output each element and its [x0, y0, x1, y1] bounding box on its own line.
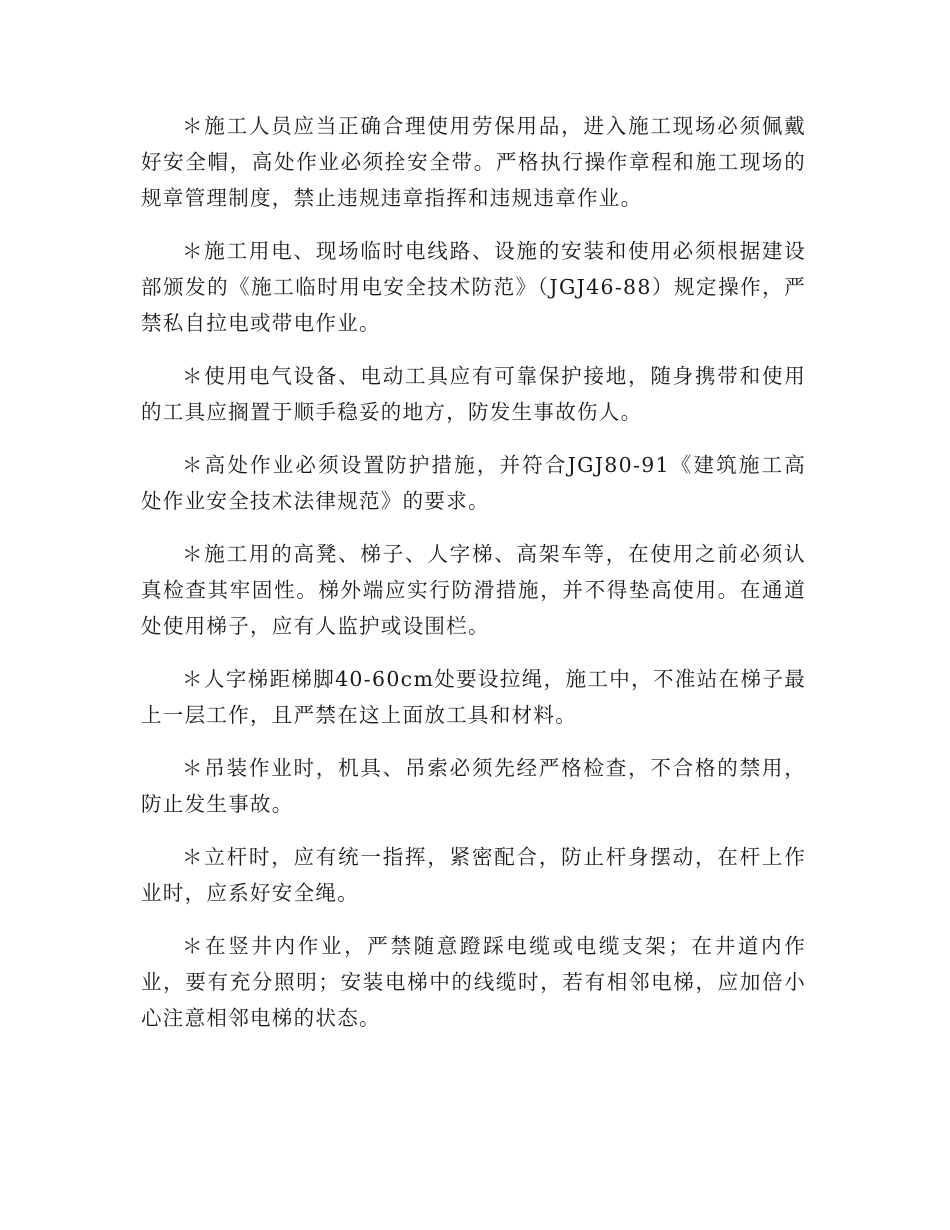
paragraph-a-frame-ladder: ＊人字梯距梯脚40-60cm处要设拉绳，施工中，不准站在梯子最上一层工作，且严禁在这上面放工具和材料。 [141, 667, 806, 727]
paragraph-temporary-electricity: ＊施工用电、现场临时电线路、设施的安装和使用必须根据建设部颁发的《施工临时用电安全技术防范》（JGJ46-88）规定操作，严禁私自拉电或带电作业。 [141, 239, 806, 335]
paragraph-electric-tools: ＊使用电气设备、电动工具应有可靠保护接地，随身携带和使用的工具应搁置于顺手稳妥的地方，防发生事故伤人。 [141, 364, 806, 424]
paragraph-pole-erection: ＊立杆时，应有统一指挥，紧密配合，防止杆身摆动，在杆上作业时，应系好安全绳。 [141, 845, 806, 905]
paragraph-protective-equipment: ＊施工人员应当正确合理使用劳保用品，进入施工现场必须佩戴好安全帽，高处作业必须拴安全带。严格执行操作章程和施工现场的规章管理制度，禁止违规违章指挥和违规违章作业。 [141, 114, 806, 210]
paragraph-shaft-work: ＊在竖井内作业，严禁随意蹬踩电缆或电缆支架；在井道内作业，要有充分照明；安装电梯中的线缆时，若有相邻电梯，应加倍小心注意相邻电梯的状态。 [141, 934, 806, 1030]
paragraph-lifting-operations: ＊吊装作业时，机具、吊索必须先经严格检查，不合格的禁用，防止发生事故。 [141, 756, 806, 816]
paragraph-work-at-height: ＊高处作业必须设置防护措施，并符合JGJ80-91《建筑施工高处作业安全技术法律规范》的要求。 [141, 453, 806, 513]
document-body [141, 108, 806, 1053]
paragraph-ladders: ＊施工用的高凳、梯子、人字梯、高架车等，在使用之前必须认真检查其牢固性。梯外端应实行防滑措施，并不得垫高使用。在通道处使用梯子，应有人监护或设围栏。 [141, 542, 806, 638]
